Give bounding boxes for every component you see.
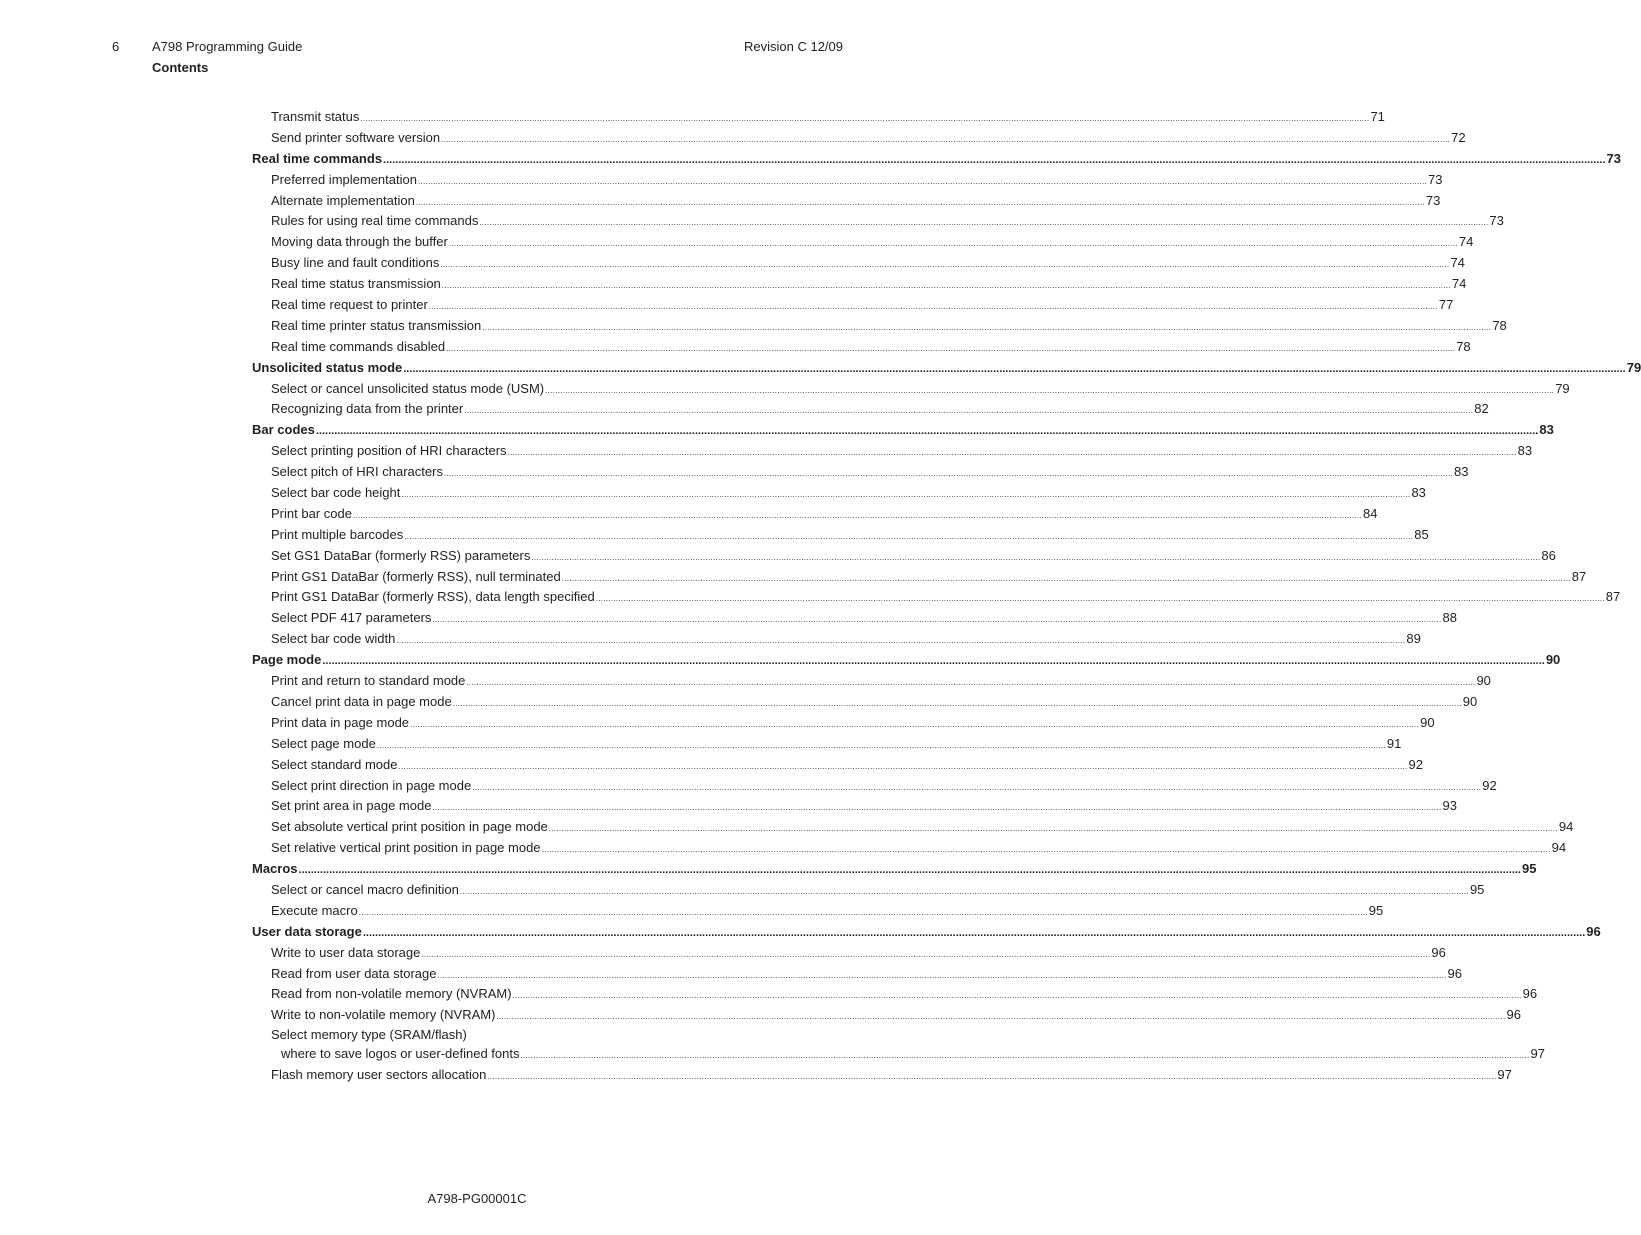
- dot-leader: ................................................................................................................................................................................................................................................................................................................................................................................................................: [595, 594, 1605, 604]
- toc-entry-label: Real time status transmission: [271, 276, 441, 292]
- toc-entry-label: Set GS1 DataBar (formerly RSS) parameters: [271, 547, 531, 563]
- dot-leader: ................................................................................................................................................................................................................................................................................................................................................................................................................: [428, 302, 1438, 312]
- toc-entry-label: Transmit status: [271, 109, 360, 124]
- toc-subsection-entry[interactable]: [252, 546, 1556, 567]
- dot-leader: ................................................................................................................................................................................................................................................................................................................................................................................................................: [441, 281, 1451, 291]
- toc-entry-label: Select pitch of HRI characters: [271, 464, 443, 480]
- dot-leader: ................................................................................................................................................................................................................................................................................................................................................................................................................: [487, 1072, 1497, 1082]
- toc-entry-page: 94: [1558, 819, 1574, 835]
- toc-subsection-entry[interactable]: [252, 316, 1507, 337]
- guide-title: A798 Programming Guide: [152, 39, 303, 54]
- toc-entry-label: Print bar code: [271, 505, 352, 521]
- dot-leader: ................................................................................................................................................................................................................................................................................................................................................................................................................: [396, 636, 1406, 646]
- dot-leader: ................................................................................................................................................................................................................................................................................................................................................................................................................: [417, 176, 1428, 186]
- dot-leader: ................................................................................................................................................................................................................................................................................................................................................................................................................: [352, 510, 1362, 520]
- toc-entry-label: Busy line and fault conditions: [271, 255, 440, 271]
- toc-subsection-entry[interactable]: [252, 901, 1384, 922]
- toc-entry-page: 72: [1451, 129, 1466, 145]
- toc-entry-page: 96: [1447, 965, 1463, 981]
- dot-leader: ................................................................................................................................................................................................................................................................................................................................................................................................................: [421, 949, 1431, 959]
- toc-entry-label: Flash memory user sectors allocation: [271, 1067, 487, 1083]
- toc-section-entry[interactable]: [252, 922, 1601, 943]
- toc-entry-page: 83: [1454, 464, 1469, 480]
- toc-entry-page: 73: [1489, 213, 1504, 229]
- toc-subsection-entry[interactable]: [252, 984, 1538, 1005]
- toc-entry-page: 88: [1442, 610, 1457, 626]
- dot-leader: ................................................................................................................................................................................................................................................................................................................................................................................................................: [404, 531, 1414, 541]
- dot-leader: ................................................................................................................................................................................................................................................................................................................................................................................................................: [403, 362, 1626, 375]
- toc-entry-page: 97: [1530, 1046, 1545, 1062]
- toc-entry-page: 87: [1571, 568, 1587, 584]
- toc-subsection-entry[interactable]: [252, 796, 1457, 817]
- toc-entry-label: Print and return to standard mode: [271, 673, 466, 689]
- dot-leader: ................................................................................................................................................................................................................................................................................................................................................................................................................: [441, 134, 1451, 144]
- toc-entry-label: Cancel print data in page mode: [271, 693, 452, 709]
- toc-subsection-entry[interactable]: [252, 713, 1435, 734]
- toc-entry-label: Read from user data storage: [271, 965, 437, 981]
- toc-entry-label: Real time commands: [252, 150, 383, 166]
- toc-entry-label: Print multiple barcodes: [271, 526, 404, 542]
- toc-entry-label: Select page mode: [271, 735, 376, 751]
- toc-subsection-entry[interactable]: [252, 755, 1423, 776]
- toc-entry-page: 74: [1450, 255, 1465, 271]
- dot-leader: ................................................................................................................................................................................................................................................................................................................................................................................................................: [520, 1051, 1530, 1061]
- toc-subsection-entry[interactable]: [252, 692, 1478, 713]
- toc-entry-page: 93: [1442, 798, 1457, 814]
- document-id: A798-PG00001C: [427, 1191, 527, 1206]
- toc-entry-page: 95: [1522, 861, 1537, 877]
- toc-entry-page: 77: [1438, 297, 1454, 313]
- dot-leader: ................................................................................................................................................................................................................................................................................................................................................................................................................: [440, 260, 1450, 270]
- dot-leader: ................................................................................................................................................................................................................................................................................................................................................................................................................: [432, 803, 1442, 813]
- toc-entry-page: 92: [1408, 756, 1423, 772]
- dot-leader: ................................................................................................................................................................................................................................................................................................................................................................................................................: [459, 886, 1469, 896]
- toc-subsection-entry[interactable]: [252, 337, 1471, 358]
- toc-entry-page: 96: [1506, 1007, 1521, 1023]
- toc-entry-page: 96: [1431, 944, 1446, 960]
- toc-entry-label: Print GS1 DataBar (formerly RSS), data length specified: [271, 589, 595, 605]
- toc-entry-label: Select or cancel macro definition: [271, 881, 459, 897]
- dot-leader: ................................................................................................................................................................................................................................................................................................................................................................................................................: [548, 824, 1558, 834]
- dot-leader: ................................................................................................................................................................................................................................................................................................................................................................................................................: [545, 385, 1555, 395]
- toc-subsection-entry[interactable]: [252, 211, 1504, 232]
- toc-entry-label: Bar codes: [252, 422, 315, 438]
- toc-entry-page: 78: [1456, 338, 1471, 354]
- toc-entry-label: Set absolute vertical print position in page mode: [271, 819, 548, 835]
- toc-entry-page: 73: [1606, 150, 1621, 166]
- toc-subsection-entry[interactable]: [252, 567, 1587, 588]
- dot-leader: ................................................................................................................................................................................................................................................................................................................................................................................................................: [432, 615, 1442, 625]
- toc-subsection-entry[interactable]: [252, 191, 1441, 212]
- toc-entry-label-continued: where to save logos or user-defined fonts: [281, 1046, 520, 1062]
- toc-subsection-entry[interactable]: [252, 107, 1385, 128]
- toc-entry-page: 96: [1522, 986, 1538, 1002]
- toc-entry-multiline[interactable]: [252, 1026, 1545, 1065]
- toc-entry-page: 83: [1517, 443, 1533, 459]
- toc-entry-label: Select bar code height: [271, 485, 401, 501]
- table-of-contents: [252, 107, 1641, 1086]
- revision-label: Revision C 12/09: [744, 39, 843, 54]
- toc-subsection-entry[interactable]: [252, 1065, 1512, 1086]
- dot-leader: ................................................................................................................................................................................................................................................................................................................................................................................................................: [443, 469, 1454, 479]
- toc-entry-label: Rules for using real time commands: [271, 213, 479, 229]
- toc-entry-page: 91: [1386, 735, 1402, 751]
- toc-entry-page: 84: [1363, 505, 1378, 521]
- toc-subsection-entry[interactable]: [252, 525, 1429, 546]
- dot-leader: ................................................................................................................................................................................................................................................................................................................................................................................................................: [512, 991, 1522, 1001]
- toc-entry-label: Macros: [252, 861, 298, 877]
- toc-entry-page: 83: [1539, 422, 1554, 438]
- dot-leader: ................................................................................................................................................................................................................................................................................................................................................................................................................: [466, 678, 1476, 688]
- toc-subsection-entry[interactable]: [252, 170, 1443, 191]
- toc-entry-page: 90: [1476, 673, 1491, 689]
- toc-entry-label: Page mode: [252, 652, 322, 668]
- dot-leader: ................................................................................................................................................................................................................................................................................................................................................................................................................: [410, 719, 1420, 729]
- toc-entry-label: Preferred implementation: [271, 171, 417, 187]
- toc-entry-label: Read from non-volatile memory (NVRAM): [271, 986, 512, 1002]
- toc-entry-label: Select printing position of HRI characters: [271, 443, 507, 459]
- toc-section-entry[interactable]: [252, 358, 1641, 379]
- toc-entry-page: 73: [1425, 192, 1441, 208]
- dot-leader: ................................................................................................................................................................................................................................................................................................................................................................................................................: [358, 907, 1368, 917]
- toc-entry-label: Unsolicited status mode: [252, 359, 403, 375]
- toc-entry-page: 97: [1497, 1067, 1512, 1083]
- toc-subsection-entry[interactable]: [252, 964, 1463, 985]
- toc-subsection-entry[interactable]: [252, 608, 1457, 629]
- dot-leader: ................................................................................................................................................................................................................................................................................................................................................................................................................: [482, 322, 1492, 332]
- toc-entry-page: 92: [1482, 777, 1497, 793]
- dot-leader: ................................................................................................................................................................................................................................................................................................................................................................................................................: [401, 490, 1411, 500]
- toc-section-entry[interactable]: [252, 650, 1561, 671]
- toc-subsection-entry[interactable]: [252, 880, 1485, 901]
- toc-entry-page: 90: [1420, 714, 1435, 730]
- toc-entry-label: Real time printer status transmission: [271, 317, 482, 333]
- toc-section-entry[interactable]: [252, 859, 1537, 880]
- toc-entry-page: 94: [1551, 840, 1567, 856]
- dot-leader: ................................................................................................................................................................................................................................................................................................................................................................................................................: [383, 153, 1606, 166]
- dot-leader: ................................................................................................................................................................................................................................................................................................................................................................................................................: [541, 845, 1551, 855]
- dot-leader: ................................................................................................................................................................................................................................................................................................................................................................................................................: [531, 552, 1541, 562]
- toc-entry-page: 71: [1370, 109, 1385, 124]
- toc-entry-label: Send printer software version: [271, 129, 441, 145]
- toc-subsection-entry[interactable]: [252, 671, 1491, 692]
- dot-leader: ................................................................................................................................................................................................................................................................................................................................................................................................................: [496, 1012, 1506, 1022]
- toc-entry-label: Select PDF 417 parameters: [271, 610, 432, 626]
- toc-entry-page: 79: [1555, 380, 1570, 396]
- toc-entry-page: 83: [1411, 485, 1426, 501]
- dot-leader: ................................................................................................................................................................................................................................................................................................................................................................................................................: [322, 655, 1545, 668]
- toc-entry-label: Write to user data storage: [271, 944, 421, 960]
- toc-entry-page: 95: [1469, 881, 1485, 897]
- toc-entry-label: Execute macro: [271, 902, 358, 918]
- toc-entry-label: Select memory type (SRAM/flash): [271, 1027, 467, 1043]
- toc-entry-page: 86: [1541, 547, 1556, 563]
- toc-entry-label: Select print direction in page mode: [271, 777, 472, 793]
- toc-section-entry[interactable]: [252, 149, 1621, 170]
- dot-leader: ................................................................................................................................................................................................................................................................................................................................................................................................................: [448, 239, 1458, 249]
- toc-subsection-entry[interactable]: [252, 128, 1466, 149]
- dot-leader: ................................................................................................................................................................................................................................................................................................................................................................................................................: [362, 926, 1586, 939]
- dot-leader: ................................................................................................................................................................................................................................................................................................................................................................................................................: [437, 970, 1447, 980]
- toc-subsection-entry[interactable]: [252, 504, 1378, 525]
- toc-subsection-entry[interactable]: [252, 629, 1421, 650]
- toc-subsection-entry[interactable]: [252, 274, 1467, 295]
- toc-entry-label: Real time request to printer: [271, 297, 428, 313]
- toc-subsection-entry[interactable]: [252, 838, 1567, 859]
- toc-subsection-entry[interactable]: [252, 734, 1402, 755]
- toc-entry-page: 79: [1626, 359, 1641, 375]
- dot-leader: ................................................................................................................................................................................................................................................................................................................................................................................................................: [298, 864, 1521, 877]
- toc-entry-label: Moving data through the buffer: [271, 234, 448, 250]
- toc-entry-page: 85: [1414, 526, 1429, 542]
- toc-subsection-entry[interactable]: [252, 462, 1469, 483]
- toc-entry-page: 78: [1492, 317, 1507, 333]
- toc-subsection-entry[interactable]: [252, 399, 1489, 420]
- toc-subsection-entry[interactable]: [252, 776, 1497, 797]
- toc-entry-page: 89: [1406, 631, 1421, 647]
- toc-entry-label: Set print area in page mode: [271, 798, 432, 814]
- toc-subsection-entry[interactable]: [252, 587, 1621, 608]
- section-title: Contents: [152, 60, 209, 75]
- toc-entry-label: Recognizing data from the printer: [271, 401, 464, 417]
- toc-subsection-entry[interactable]: [252, 253, 1465, 274]
- toc-entry-page: 96: [1586, 923, 1601, 939]
- toc-entry-page: 82: [1474, 401, 1489, 417]
- dot-leader: ................................................................................................................................................................................................................................................................................................................................................................................................................: [452, 698, 1462, 708]
- dot-leader: ................................................................................................................................................................................................................................................................................................................................................................................................................: [360, 114, 1370, 123]
- toc-entry-label: Write to non-volatile memory (NVRAM): [271, 1007, 496, 1023]
- dot-leader: ................................................................................................................................................................................................................................................................................................................................................................................................................: [464, 406, 1474, 416]
- toc-entry-label: Alternate implementation: [271, 192, 415, 208]
- dot-leader: ................................................................................................................................................................................................................................................................................................................................................................................................................: [446, 343, 1456, 353]
- toc-subsection-entry[interactable]: [252, 441, 1533, 462]
- toc-subsection-entry[interactable]: [252, 379, 1570, 400]
- dot-leader: ................................................................................................................................................................................................................................................................................................................................................................................................................: [561, 573, 1571, 583]
- toc-entry-label: Select or cancel unsolicited status mode (USM): [271, 380, 545, 396]
- toc-entry-page: 90: [1545, 652, 1561, 668]
- toc-entry-page: 73: [1428, 171, 1443, 187]
- toc-entry-page: 87: [1605, 589, 1621, 605]
- dot-leader: ................................................................................................................................................................................................................................................................................................................................................................................................................: [398, 761, 1408, 771]
- dot-leader: ................................................................................................................................................................................................................................................................................................................................................................................................................: [315, 425, 1539, 438]
- toc-entry-label: Select bar code width: [271, 631, 396, 647]
- toc-entry-page: 90: [1462, 693, 1478, 709]
- toc-entry-label: Real time commands disabled: [271, 338, 446, 354]
- toc-entry-page: 74: [1458, 234, 1474, 250]
- toc-subsection-entry[interactable]: [252, 1005, 1521, 1026]
- dot-leader: ................................................................................................................................................................................................................................................................................................................................................................................................................: [472, 782, 1482, 792]
- toc-section-entry[interactable]: [252, 420, 1554, 441]
- toc-entry-label: Print GS1 DataBar (formerly RSS), null terminated: [271, 568, 561, 584]
- toc-entry-page: 74: [1451, 276, 1467, 292]
- dot-leader: ................................................................................................................................................................................................................................................................................................................................................................................................................: [376, 740, 1386, 750]
- toc-entry-label: Select standard mode: [271, 756, 398, 772]
- toc-subsection-entry[interactable]: [252, 817, 1574, 838]
- toc-subsection-entry[interactable]: [252, 483, 1426, 504]
- page-number: 6: [112, 39, 120, 54]
- toc-subsection-entry[interactable]: [252, 295, 1454, 316]
- toc-entry-label: User data storage: [252, 923, 362, 939]
- toc-entry-label: Print data in page mode: [271, 714, 410, 730]
- toc-subsection-entry[interactable]: [252, 943, 1446, 964]
- dot-leader: ................................................................................................................................................................................................................................................................................................................................................................................................................: [415, 197, 1425, 207]
- toc-subsection-entry[interactable]: [252, 232, 1474, 253]
- toc-entry-label: Set relative vertical print position in page mode: [271, 840, 541, 856]
- dot-leader: ................................................................................................................................................................................................................................................................................................................................................................................................................: [507, 448, 1517, 458]
- toc-entry-page: 95: [1368, 902, 1384, 918]
- dot-leader: ................................................................................................................................................................................................................................................................................................................................................................................................................: [479, 218, 1489, 228]
